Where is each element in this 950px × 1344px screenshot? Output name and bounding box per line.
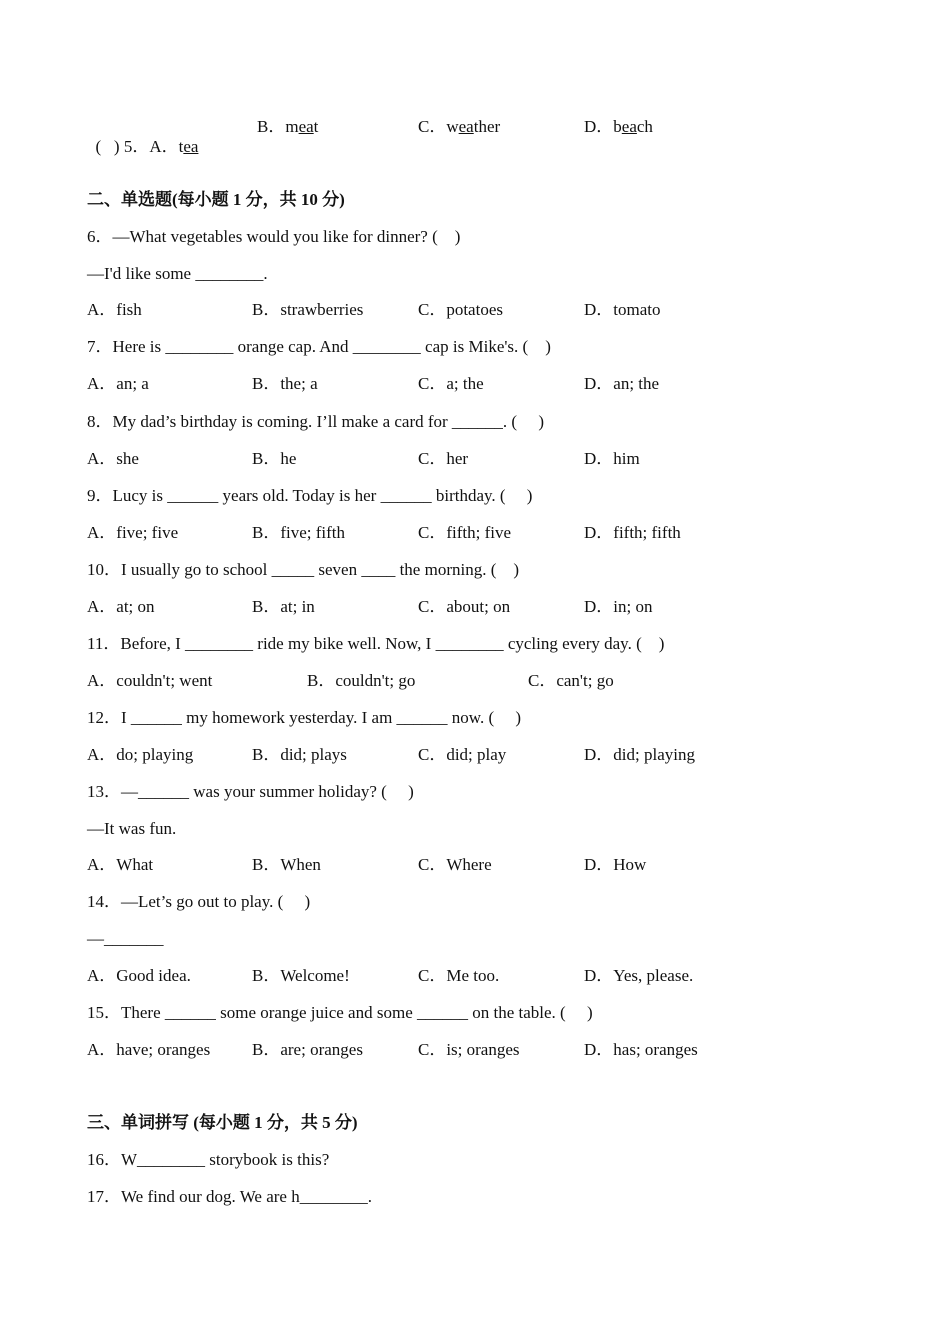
q12-option-b: B．did; plays: [252, 745, 347, 764]
q12-option-c: C．did; play: [418, 745, 507, 764]
question-5-row: [87, 117, 198, 157]
question-14-sub: —_______: [87, 929, 164, 948]
q9-option-d: D．fifth; fifth: [584, 523, 681, 542]
q6-option-a: A．fish: [87, 300, 142, 319]
q7-option-c: C．a; the: [418, 374, 484, 393]
q8-option-a: A．she: [87, 449, 139, 468]
question-16-stem: 16．W________ storybook is this?: [87, 1150, 330, 1169]
q9-option-a: A．five; five: [87, 523, 179, 542]
q6-option-c: C．potatoes: [418, 300, 503, 319]
q9-option-b: B．five; fifth: [252, 523, 346, 542]
q15-option-b: B．are; oranges: [252, 1040, 363, 1059]
q13-option-a: A．What: [87, 855, 154, 874]
q5-option-a-word: tea: [178, 137, 199, 156]
q5-option-b: B．meat: [257, 117, 319, 136]
section-3-heading: 三、单词拼写 (每小题 1 分，共 5 分): [87, 1113, 358, 1132]
question-10-stem: 10．I usually go to school _____ seven ____ the morning. ( ): [87, 560, 520, 579]
q9-option-c: C．fifth; five: [418, 523, 512, 542]
section-2-heading: 二、单选题(每小题 1 分，共 10 分): [87, 190, 345, 209]
q10-option-a: A．at; on: [87, 597, 155, 616]
q13-option-b: B．When: [252, 855, 321, 874]
q12-option-d: D．did; playing: [584, 745, 695, 764]
q11-option-b: B．couldn't; go: [307, 671, 416, 690]
question-11-stem: 11．Before, I ________ ride my bike well. Now, I ________ cycling every day. ( ): [87, 634, 665, 653]
question-14-stem: 14．—Let’s go out to play. ( ): [87, 892, 311, 911]
q7-option-d: D．an; the: [584, 374, 660, 393]
q14-option-b: B．Welcome!: [252, 966, 350, 985]
q5-option-c: C．weather: [418, 117, 501, 136]
q7-option-b: B．the; a: [252, 374, 318, 393]
q10-option-c: C．about; on: [418, 597, 511, 616]
q5-option-d: D．beach: [584, 117, 653, 136]
question-13-sub: —It was fun.: [87, 819, 177, 838]
q6-option-b: B．strawberries: [252, 300, 364, 319]
q10-option-d: D．in; on: [584, 597, 653, 616]
question-6-sub: —I'd like some ________.: [87, 264, 268, 283]
q7-option-a: A．an; a: [87, 374, 149, 393]
q10-option-b: B．at; in: [252, 597, 315, 616]
question-15-stem: 15．There ______ some orange juice and some ______ on the table. ( ): [87, 1003, 593, 1022]
q6-option-d: D．tomato: [584, 300, 661, 319]
q8-option-c: C．her: [418, 449, 469, 468]
question-9-stem: 9．Lucy is ______ years old. Today is her ______ birthday. ( ): [87, 486, 533, 505]
q15-option-a: A．have; oranges: [87, 1040, 211, 1059]
q13-option-c: C．Where: [418, 855, 492, 874]
q5-prefix: ( ) 5．A．: [95, 137, 179, 156]
q14-option-a: A．Good idea.: [87, 966, 191, 985]
question-12-stem: 12．I ______ my homework yesterday. I am ______ now. ( ): [87, 708, 522, 727]
question-8-stem: 8．My dad’s birthday is coming. I’ll make a card for ______. ( ): [87, 412, 545, 431]
question-6-stem: 6．—What vegetables would you like for dinner? ( ): [87, 227, 461, 246]
q8-option-d: D．him: [584, 449, 640, 468]
q14-option-c: C．Me too.: [418, 966, 500, 985]
q15-option-c: C．is; oranges: [418, 1040, 520, 1059]
q13-option-d: D．How: [584, 855, 647, 874]
question-13-stem: 13．—______ was your summer holiday? ( ): [87, 782, 414, 801]
q14-option-d: D．Yes, please.: [584, 966, 694, 985]
q15-option-d: D．has; oranges: [584, 1040, 698, 1059]
q11-option-a: A．couldn't; went: [87, 671, 213, 690]
question-7-stem: 7．Here is ________ orange cap. And ________ cap is Mike's. ( ): [87, 337, 551, 356]
q8-option-b: B．he: [252, 449, 297, 468]
question-17-stem: 17．We find our dog. We are h________.: [87, 1187, 372, 1206]
q12-option-a: A．do; playing: [87, 745, 194, 764]
q11-option-c: C．can't; go: [528, 671, 614, 690]
